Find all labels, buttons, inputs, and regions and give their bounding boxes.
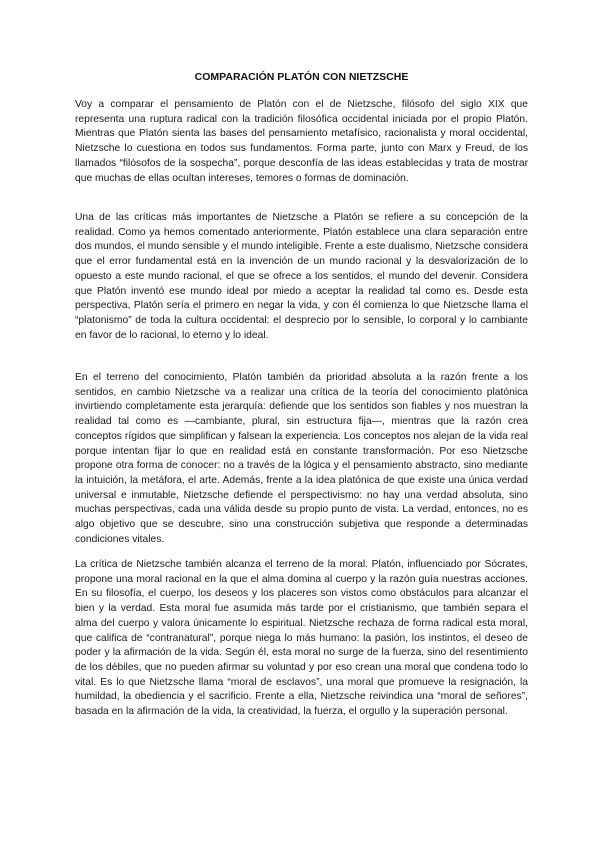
paragraph-reality: Una de las críticas más importantes de Nietzsche a Platón se refiere a su concepción de la realidad. Como ya hemos comentado anteriormente, Platón establece una clara separación entre dos mundos, el mundo sensible y el mundo inteligible. Frente a este dualismo, Nietzsche considera que el error fundamental está en la invención de un mundo racional y la desvalorización de lo opuesto a este mundo racional, el que se ofrece a los sentidos, el mundo del devenir. Considera que Platón inventó ese mundo ideal por miedo a aceptar la realidad tal como es. Desde esta perspectiva, Platón sería el primero en negar la vida, y con él comienza lo que Nietzsche llama el “platonismo” de toda la cultura occidental: el desprecio por lo sensible, lo corporal y lo cambiante en favor de lo racional, lo eterno y lo ideal. — [75, 212, 528, 341]
paragraph-knowledge: En el terreno del conocimiento, Platón también da prioridad absoluta a la razón frente a los sentidos, en cambio Nietzsche va a realizar una crítica de la teoría del conocimiento platónica invirtiendo completamente esta jerarquía: defiende que los sentidos son fiables y nos muestran la realidad tal como es —cambiante, plural, sin estructura fija—, mientras que la razón crea conceptos rígidos que simplifican y falsean la experiencia. Los conceptos nos alejan de la vida real porque intentan fijar lo que en realidad está en constante transformación. Por eso Nietzsche propone otra forma de conocer: no a través de la lógica y el pensamiento abstracto, sino mediante la intuición, la metáfora, el arte. Además, frente a la idea platónica de que existe una única verdad universal e inmutable, Nietzsche defiende el perspectivismo: no hay una verdad absoluta, sino muchas perspectivas, cada una válida desde su propio punto de vista. La verdad, entonces, no es algo objetivo que se descubre, sino una construcción subjetiva que responde a determinadas condiciones vitales. — [75, 372, 528, 545]
paragraph-morality: La crítica de Nietzsche también alcanza el terreno de la moral. Platón, influenciado por Sócrates, propone una moral racional en la que el alma domina al cuerpo y la razón guía nuestras acciones. En su filosofía, el cuerpo, los deseos y los placeres son vistos como obstáculos para alcanzar el bien y la verdad. Esta moral fue asumida más tarde por el cristianismo, que también separa el alma del cuerpo y valora únicamente lo espiritual. Nietzsche rechaza de forma radical esta moral, que califica de “contranatural”, porque niega lo más humano: la pasión, los instintos, el deseo de poder y la afirmación de la vida. Según él, esta moral no surge de la fuerza, sino del resentimiento de los débiles, que no pueden afirmar su voluntad y por eso crean una moral que condena todo lo vital. Es lo que Nietzsche llama “moral de esclavos”, una moral que promueve la resignación, la humildad, la obediencia y el sacrificio. Frente a ella, Nietzsche reivindica una “moral de señores”, basada en la afirmación de la vida, la creatividad, la fuerza, el orgullo y la superación personal. — [75, 559, 528, 718]
document-title: COMPARACIÓN PLATÓN CON NIETZSCHE — [194, 71, 409, 83]
paragraph-intro: Voy a comparar el pensamiento de Platón con el de Nietzsche, filósofo del siglo XIX que representa una ruptura radical con la tradición filosófica occidental iniciada por el propio Platón. Mientras que Platón sienta las bases del pensamiento metafísico, racionalista y moral occidental, Nietzsche lo cuestiona en todos sus fundamentos. Forma parte, junto con Marx y Freud, de los llamados “filósofos de la sospecha”, porque desconfía de las ideas establecidas y trata de mostrar que muchas de ellas ocultan intereses, temores o formas de dominación. — [75, 99, 528, 184]
